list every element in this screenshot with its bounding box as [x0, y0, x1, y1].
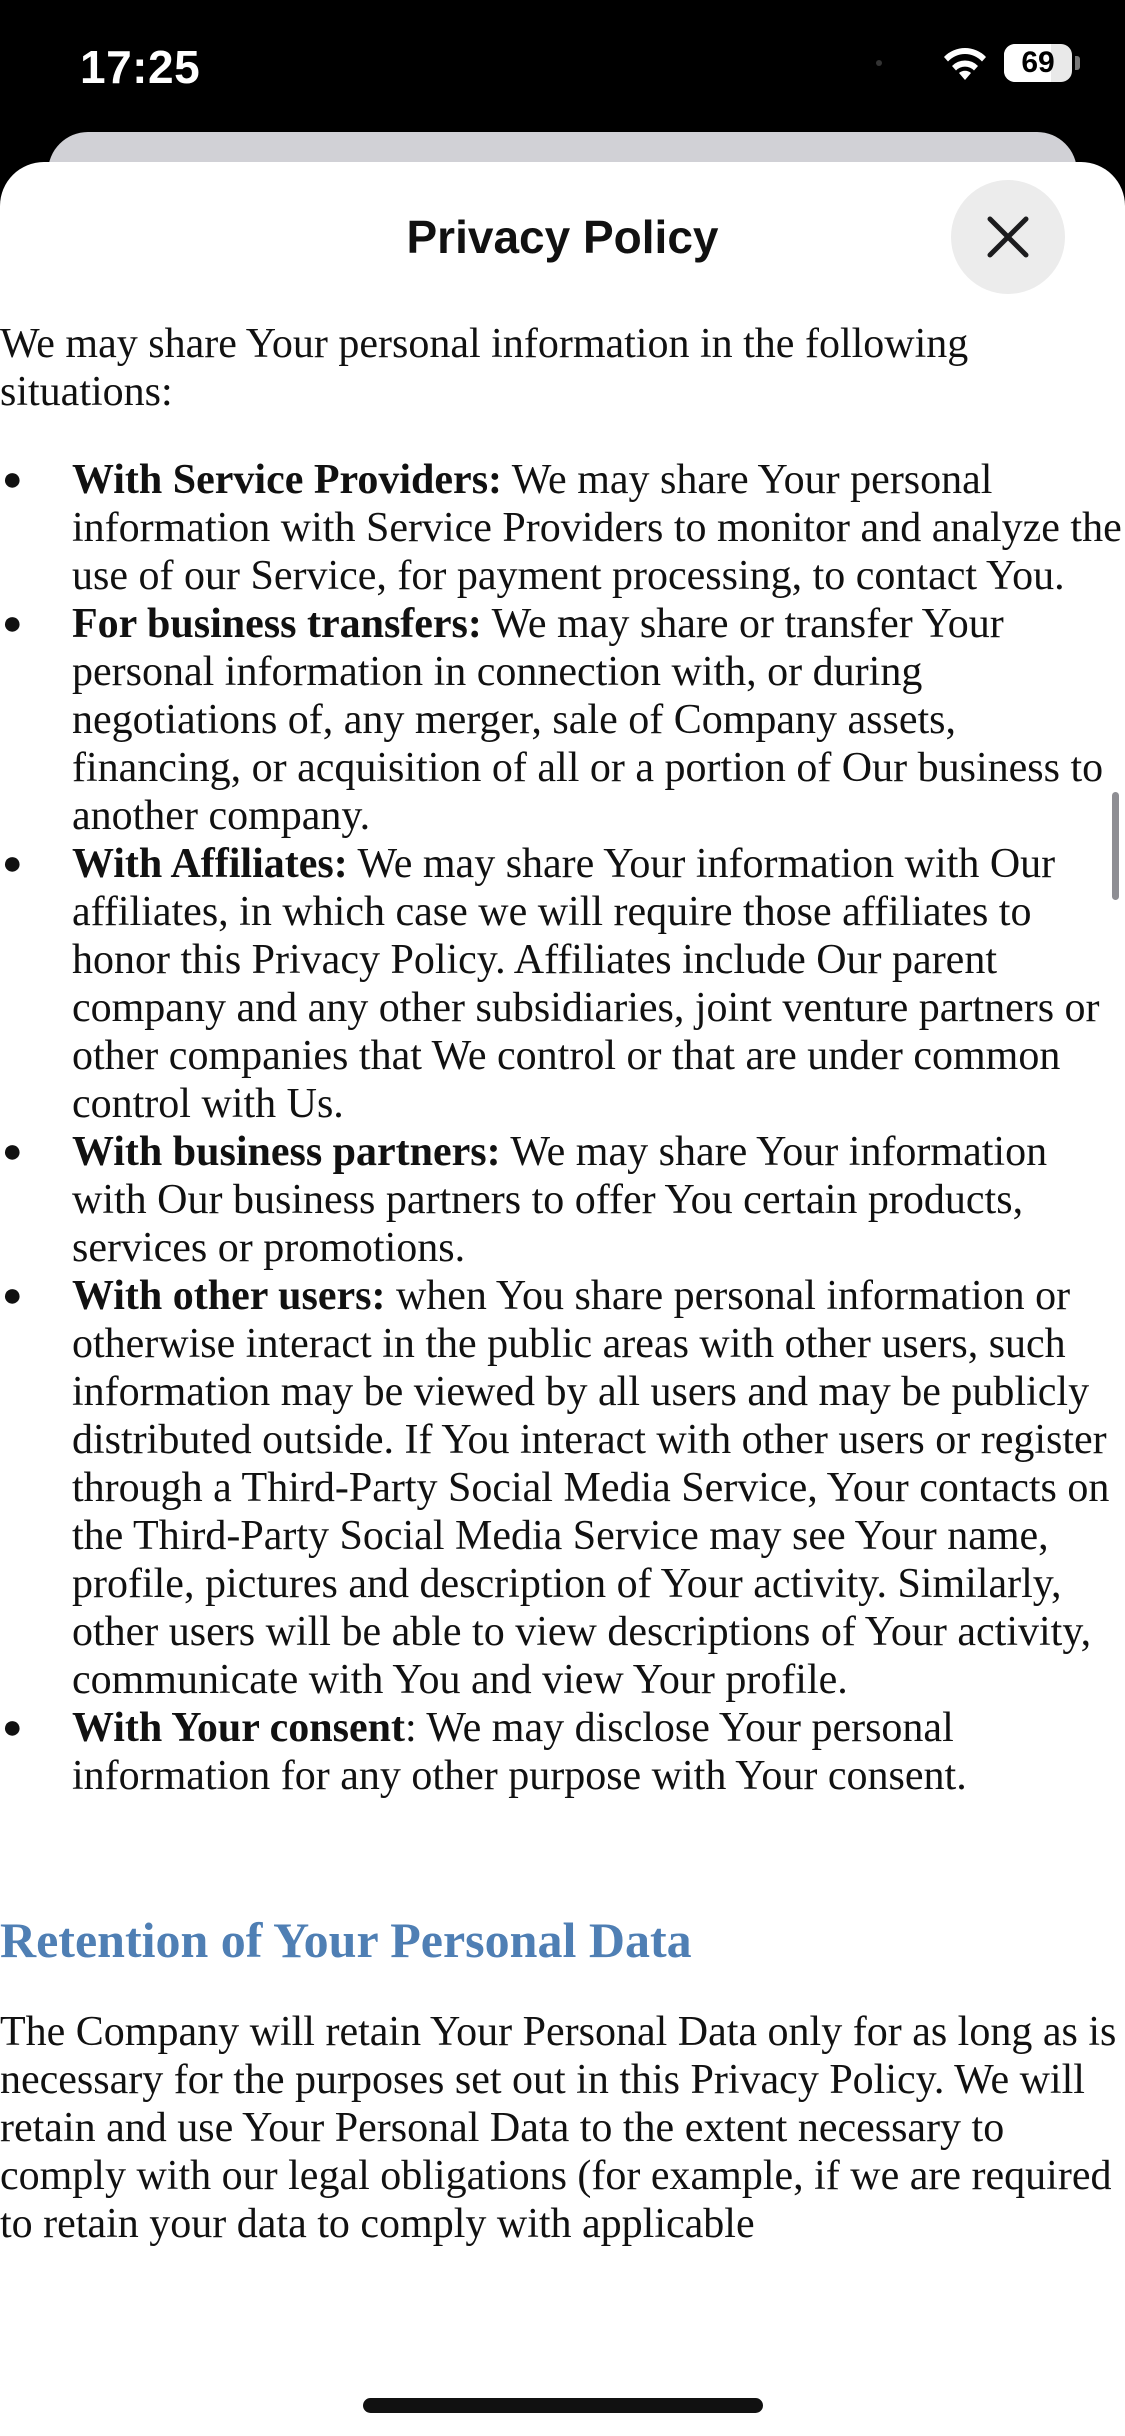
list-item-title: With Your consent — [72, 1705, 405, 1751]
bullet-icon: ● — [2, 605, 23, 642]
wifi-icon — [940, 44, 990, 82]
status-bar — [0, 0, 1125, 140]
list-item-text: We may share Your information with Our business partners to offer You certain products, services or promotions. — [72, 1129, 1048, 1271]
battery-icon — [1004, 44, 1072, 82]
list-item — [0, 1272, 1125, 1704]
list-item-text: We may share or transfer Your personal information in connection with, or during negotiations of, any merger, sale of Company assets, financing, or acquisition of all or a portion of Our business to another company. — [72, 601, 1104, 839]
bullet-icon: ● — [2, 1709, 23, 1746]
bullet-icon: ● — [2, 1133, 23, 1170]
close-icon — [986, 215, 1030, 259]
sheet-header — [0, 162, 1125, 302]
battery-cap — [1075, 56, 1080, 70]
list-item-text: We may share Your personal information with Service Providers to monitor and analyze the use of our Service, for payment processing, to contact You. — [72, 457, 1122, 599]
list-item — [0, 1704, 1125, 1800]
list-item — [0, 456, 1125, 600]
status-icons — [876, 44, 1080, 82]
close-button[interactable] — [951, 180, 1065, 294]
bottom-safe-area — [0, 2334, 1125, 2436]
home-indicator[interactable] — [363, 2398, 763, 2413]
list-item-text: We may share Your information with Our affiliates, in which case we will require those affiliates to honor this Privacy Policy. Affiliates include Our parent company and any other subsidiaries, joint venture partners or other companies that We control or that are under common control with Us. — [72, 841, 1100, 1127]
bullet-icon: ● — [2, 1277, 23, 1314]
retention-paragraph: The Company will retain Your Personal Data only for as long as is necessary for the purposes set out in this Privacy Policy. We will retain and use Your Personal Data to the extent necessary to comply with our legal obligations (for example, if we are required to retain your data to comply with applicable — [0, 2009, 1117, 2247]
list-item-title: With other users: — [72, 1273, 386, 1319]
list-item-text: : We may disclose Your personal information for any other purpose with Your consent. — [72, 1705, 967, 1799]
retention-heading: Retention of Your Personal Data — [0, 1912, 692, 1968]
list-item — [0, 840, 1125, 1128]
status-time: 17:25 — [80, 41, 201, 93]
page-title: Privacy Policy — [406, 211, 719, 263]
sharing-situations-list — [0, 456, 1125, 1800]
list-item-title: For business transfers: — [72, 601, 482, 647]
list-item — [0, 1128, 1125, 1272]
scrollbar[interactable] — [1112, 792, 1119, 900]
list-item-title: With Service Providers: — [72, 457, 503, 503]
bullet-icon: ● — [2, 845, 23, 882]
list-item-title: With business partners: — [72, 1129, 501, 1175]
privacy-policy-sheet — [0, 162, 1125, 2436]
policy-content[interactable] — [0, 320, 1125, 2436]
list-item-text: when You share personal information or otherwise interact in the public areas with other users, such information may be viewed by all users and may be publicly distributed outside. If You interact with other users or register through a Third-Party Social Media Service, Your contacts on the Third-Party Social Media Service may see Your name, profile, pictures and description of Your activity. Similarly, other users will be able to view descriptions of Your activity, communicate with You and view Your profile. — [72, 1273, 1110, 1703]
list-item-title: With Affiliates: — [72, 841, 348, 887]
list-item — [0, 600, 1125, 840]
signal-icon — [876, 60, 882, 66]
intro-paragraph: We may share Your personal information in the following situations: — [0, 321, 969, 415]
battery-level: 69 — [1021, 46, 1055, 79]
bullet-icon: ● — [2, 461, 23, 498]
battery-indicator — [1004, 44, 1080, 82]
